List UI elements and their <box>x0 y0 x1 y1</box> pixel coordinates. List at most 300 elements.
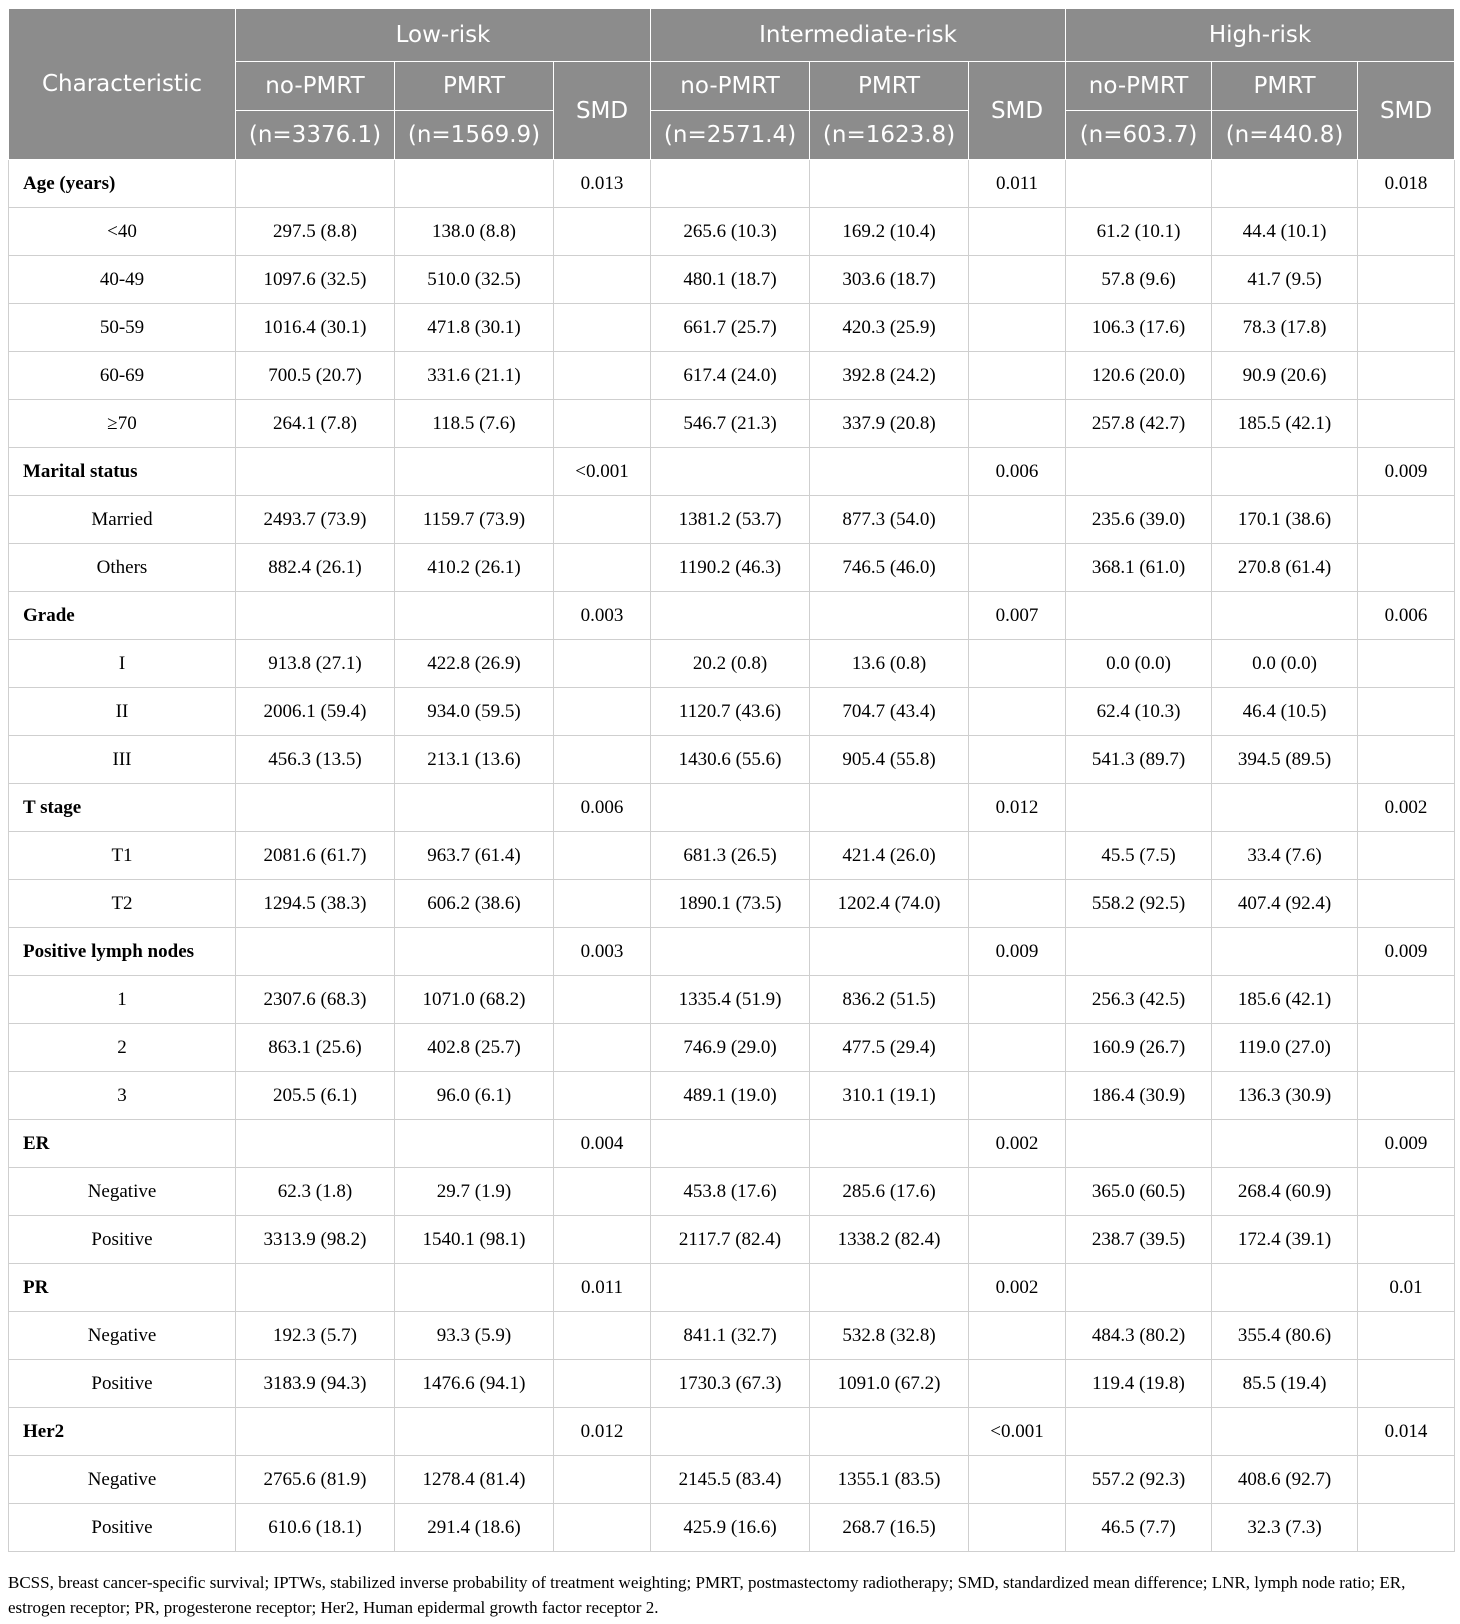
value-cell: 169.2 (10.4) <box>810 208 969 256</box>
empty-cell <box>1358 880 1455 928</box>
empty-cell <box>1212 592 1358 640</box>
smd-value: 0.007 <box>969 592 1066 640</box>
value-cell: 1338.2 (82.4) <box>810 1216 969 1264</box>
smd-value: 0.012 <box>969 784 1066 832</box>
value-cell: 264.1 (7.8) <box>236 400 395 448</box>
empty-cell <box>969 736 1066 784</box>
empty-cell <box>236 160 395 208</box>
table-container <box>8 8 1454 1552</box>
value-cell: 331.6 (21.1) <box>395 352 554 400</box>
smd-value: 0.006 <box>969 448 1066 496</box>
value-cell: 863.1 (25.6) <box>236 1024 395 1072</box>
category-label: Grade <box>9 592 236 640</box>
empty-cell <box>554 688 651 736</box>
table-row <box>9 1024 1455 1072</box>
empty-cell <box>554 256 651 304</box>
value-cell: 2006.1 (59.4) <box>236 688 395 736</box>
arm-header-no-pmrt: no-PMRT <box>1066 62 1212 111</box>
group-header-high-risk: High-risk <box>1066 9 1455 62</box>
value-cell: 746.9 (29.0) <box>651 1024 810 1072</box>
empty-cell <box>236 784 395 832</box>
subcategory-label: Positive <box>9 1216 236 1264</box>
empty-cell <box>651 928 810 976</box>
empty-cell <box>1212 1264 1358 1312</box>
subcategory-label: ≥70 <box>9 400 236 448</box>
category-label: Positive lymph nodes <box>9 928 236 976</box>
empty-cell <box>554 1024 651 1072</box>
value-cell: 1120.7 (43.6) <box>651 688 810 736</box>
value-cell: 1476.6 (94.1) <box>395 1360 554 1408</box>
arm-header-pmrt: PMRT <box>395 62 554 111</box>
arm-header-pmrt: PMRT <box>1212 62 1358 111</box>
value-cell: 2307.6 (68.3) <box>236 976 395 1024</box>
table-row <box>9 544 1455 592</box>
value-cell: 268.4 (60.9) <box>1212 1168 1358 1216</box>
value-cell: 1335.4 (51.9) <box>651 976 810 1024</box>
empty-cell <box>1358 304 1455 352</box>
arm-header-no-pmrt: no-PMRT <box>651 62 810 111</box>
empty-cell <box>395 592 554 640</box>
empty-cell <box>969 1024 1066 1072</box>
empty-cell <box>554 1312 651 1360</box>
value-cell: 422.8 (26.9) <box>395 640 554 688</box>
value-cell: 119.0 (27.0) <box>1212 1024 1358 1072</box>
value-cell: 365.0 (60.5) <box>1066 1168 1212 1216</box>
value-cell: 841.1 (32.7) <box>651 1312 810 1360</box>
value-cell: 46.5 (7.7) <box>1066 1504 1212 1552</box>
value-cell: 2493.7 (73.9) <box>236 496 395 544</box>
empty-cell <box>969 640 1066 688</box>
value-cell: 2145.5 (83.4) <box>651 1456 810 1504</box>
empty-cell <box>395 1408 554 1456</box>
value-cell: 558.2 (92.5) <box>1066 880 1212 928</box>
empty-cell <box>236 1408 395 1456</box>
table-row <box>9 1360 1455 1408</box>
group-header-low-risk: Low-risk <box>236 9 651 62</box>
subcategory-label: Married <box>9 496 236 544</box>
value-cell: 532.8 (32.8) <box>810 1312 969 1360</box>
subcategory-label: Positive <box>9 1360 236 1408</box>
empty-cell <box>554 352 651 400</box>
value-cell: 546.7 (21.3) <box>651 400 810 448</box>
value-cell: 3313.9 (98.2) <box>236 1216 395 1264</box>
category-label: Her2 <box>9 1408 236 1456</box>
empty-cell <box>395 160 554 208</box>
subcategory-label: II <box>9 688 236 736</box>
empty-cell <box>651 784 810 832</box>
value-cell: 557.2 (92.3) <box>1066 1456 1212 1504</box>
value-cell: 192.3 (5.7) <box>236 1312 395 1360</box>
empty-cell <box>651 448 810 496</box>
value-cell: 160.9 (26.7) <box>1066 1024 1212 1072</box>
group-header-intermediate-risk: Intermediate-risk <box>651 9 1066 62</box>
smd-value: <0.001 <box>554 448 651 496</box>
empty-cell <box>810 1264 969 1312</box>
empty-cell <box>1066 1264 1212 1312</box>
empty-cell <box>236 448 395 496</box>
category-row <box>9 1408 1455 1456</box>
value-cell: 238.7 (39.5) <box>1066 1216 1212 1264</box>
subcategory-label: Negative <box>9 1168 236 1216</box>
category-label: Age (years) <box>9 160 236 208</box>
arm-header-no-pmrt: no-PMRT <box>236 62 395 111</box>
table-row <box>9 736 1455 784</box>
empty-cell <box>1358 208 1455 256</box>
smd-value: 0.011 <box>554 1264 651 1312</box>
empty-cell <box>969 208 1066 256</box>
value-cell: 136.3 (30.9) <box>1212 1072 1358 1120</box>
value-cell: 3183.9 (94.3) <box>236 1360 395 1408</box>
subcategory-label: 1 <box>9 976 236 1024</box>
value-cell: 90.9 (20.6) <box>1212 352 1358 400</box>
value-cell: 617.4 (24.0) <box>651 352 810 400</box>
table-body <box>9 160 1455 1552</box>
value-cell: 1730.3 (67.3) <box>651 1360 810 1408</box>
empty-cell <box>554 1456 651 1504</box>
smd-value: 0.009 <box>1358 1120 1455 1168</box>
value-cell: 185.5 (42.1) <box>1212 400 1358 448</box>
smd-value: 0.002 <box>1358 784 1455 832</box>
category-row <box>9 1120 1455 1168</box>
empty-cell <box>810 784 969 832</box>
value-cell: 700.5 (20.7) <box>236 352 395 400</box>
arm-header-pmrt: PMRT <box>810 62 969 111</box>
value-cell: 61.2 (10.1) <box>1066 208 1212 256</box>
category-row <box>9 784 1455 832</box>
category-row <box>9 592 1455 640</box>
value-cell: 1202.4 (74.0) <box>810 880 969 928</box>
value-cell: 394.5 (89.5) <box>1212 736 1358 784</box>
empty-cell <box>1066 592 1212 640</box>
subcategory-label: 3 <box>9 1072 236 1120</box>
value-cell: 510.0 (32.5) <box>395 256 554 304</box>
empty-cell <box>395 448 554 496</box>
value-cell: 471.8 (30.1) <box>395 304 554 352</box>
value-cell: 186.4 (30.9) <box>1066 1072 1212 1120</box>
value-cell: 96.0 (6.1) <box>395 1072 554 1120</box>
value-cell: 33.4 (7.6) <box>1212 832 1358 880</box>
empty-cell <box>395 1120 554 1168</box>
empty-cell <box>969 400 1066 448</box>
empty-cell <box>1358 496 1455 544</box>
subcategory-label: I <box>9 640 236 688</box>
value-cell: 118.5 (7.6) <box>395 400 554 448</box>
empty-cell <box>1358 400 1455 448</box>
empty-cell <box>554 736 651 784</box>
smd-value: 0.004 <box>554 1120 651 1168</box>
subcategory-label: 40-49 <box>9 256 236 304</box>
n-header: (n=2571.4) <box>651 111 810 160</box>
characteristic-header: Characteristic <box>9 9 236 160</box>
table-row <box>9 1216 1455 1264</box>
empty-cell <box>554 1360 651 1408</box>
table-row <box>9 832 1455 880</box>
value-cell: 1430.6 (55.6) <box>651 736 810 784</box>
empty-cell <box>554 208 651 256</box>
value-cell: 285.6 (17.6) <box>810 1168 969 1216</box>
value-cell: 170.1 (38.6) <box>1212 496 1358 544</box>
empty-cell <box>554 544 651 592</box>
category-row <box>9 1264 1455 1312</box>
value-cell: 32.3 (7.3) <box>1212 1504 1358 1552</box>
value-cell: 453.8 (17.6) <box>651 1168 810 1216</box>
empty-cell <box>969 1216 1066 1264</box>
empty-cell <box>1358 640 1455 688</box>
empty-cell <box>1358 544 1455 592</box>
value-cell: 480.1 (18.7) <box>651 256 810 304</box>
empty-cell <box>969 1456 1066 1504</box>
value-cell: 541.3 (89.7) <box>1066 736 1212 784</box>
value-cell: 256.3 (42.5) <box>1066 976 1212 1024</box>
value-cell: 746.5 (46.0) <box>810 544 969 592</box>
value-cell: 235.6 (39.0) <box>1066 496 1212 544</box>
empty-cell <box>969 1360 1066 1408</box>
empty-cell <box>1358 256 1455 304</box>
empty-cell <box>554 976 651 1024</box>
empty-cell <box>1358 1216 1455 1264</box>
n-header: (n=603.7) <box>1066 111 1212 160</box>
value-cell: 78.3 (17.8) <box>1212 304 1358 352</box>
n-header: (n=3376.1) <box>236 111 395 160</box>
table-row <box>9 352 1455 400</box>
empty-cell <box>969 880 1066 928</box>
smd-value: 0.018 <box>1358 160 1455 208</box>
value-cell: 310.1 (19.1) <box>810 1072 969 1120</box>
subcategory-label: <40 <box>9 208 236 256</box>
empty-cell <box>1358 1312 1455 1360</box>
value-cell: 456.3 (13.5) <box>236 736 395 784</box>
subcategory-label: T2 <box>9 880 236 928</box>
smd-value: <0.001 <box>969 1408 1066 1456</box>
value-cell: 1071.0 (68.2) <box>395 976 554 1024</box>
empty-cell <box>236 1120 395 1168</box>
smd-value: 0.003 <box>554 928 651 976</box>
empty-cell <box>1358 1360 1455 1408</box>
empty-cell <box>554 400 651 448</box>
value-cell: 610.6 (18.1) <box>236 1504 395 1552</box>
value-cell: 2765.6 (81.9) <box>236 1456 395 1504</box>
value-cell: 1278.4 (81.4) <box>395 1456 554 1504</box>
value-cell: 213.1 (13.6) <box>395 736 554 784</box>
subcategory-label: Positive <box>9 1504 236 1552</box>
value-cell: 1097.6 (32.5) <box>236 256 395 304</box>
n-header: (n=1623.8) <box>810 111 969 160</box>
subcategory-label: 60-69 <box>9 352 236 400</box>
smd-header: SMD <box>1358 62 1455 160</box>
smd-value: 0.011 <box>969 160 1066 208</box>
empty-cell <box>810 448 969 496</box>
smd-value: 0.014 <box>1358 1408 1455 1456</box>
subcategory-label: 50-59 <box>9 304 236 352</box>
empty-cell <box>969 1168 1066 1216</box>
smd-value: 0.002 <box>969 1264 1066 1312</box>
table-row <box>9 688 1455 736</box>
category-label: Marital status <box>9 448 236 496</box>
empty-cell <box>810 1408 969 1456</box>
table-row <box>9 256 1455 304</box>
empty-cell <box>554 880 651 928</box>
empty-cell <box>1358 1072 1455 1120</box>
smd-value: 0.003 <box>554 592 651 640</box>
value-cell: 185.6 (42.1) <box>1212 976 1358 1024</box>
table-row <box>9 1072 1455 1120</box>
empty-cell <box>1212 1120 1358 1168</box>
value-cell: 291.4 (18.6) <box>395 1504 554 1552</box>
n-header: (n=440.8) <box>1212 111 1358 160</box>
smd-header: SMD <box>554 62 651 160</box>
empty-cell <box>1212 1408 1358 1456</box>
empty-cell <box>969 1312 1066 1360</box>
value-cell: 407.4 (92.4) <box>1212 880 1358 928</box>
value-cell: 1091.0 (67.2) <box>810 1360 969 1408</box>
value-cell: 265.6 (10.3) <box>651 208 810 256</box>
value-cell: 420.3 (25.9) <box>810 304 969 352</box>
empty-cell <box>1066 1408 1212 1456</box>
table-row <box>9 208 1455 256</box>
empty-cell <box>969 544 1066 592</box>
table-row <box>9 1312 1455 1360</box>
smd-value: 0.01 <box>1358 1264 1455 1312</box>
table-row <box>9 1168 1455 1216</box>
value-cell: 402.8 (25.7) <box>395 1024 554 1072</box>
empty-cell <box>554 640 651 688</box>
empty-cell <box>1212 448 1358 496</box>
empty-cell <box>969 352 1066 400</box>
empty-cell <box>969 304 1066 352</box>
subcategory-label: Others <box>9 544 236 592</box>
value-cell: 93.3 (5.9) <box>395 1312 554 1360</box>
value-cell: 408.6 (92.7) <box>1212 1456 1358 1504</box>
value-cell: 704.7 (43.4) <box>810 688 969 736</box>
value-cell: 1016.4 (30.1) <box>236 304 395 352</box>
empty-cell <box>651 1408 810 1456</box>
empty-cell <box>969 688 1066 736</box>
empty-cell <box>236 592 395 640</box>
smd-value: 0.002 <box>969 1120 1066 1168</box>
value-cell: 836.2 (51.5) <box>810 976 969 1024</box>
value-cell: 303.6 (18.7) <box>810 256 969 304</box>
value-cell: 368.1 (61.0) <box>1066 544 1212 592</box>
value-cell: 1355.1 (83.5) <box>810 1456 969 1504</box>
value-cell: 355.4 (80.6) <box>1212 1312 1358 1360</box>
value-cell: 2117.7 (82.4) <box>651 1216 810 1264</box>
empty-cell <box>969 496 1066 544</box>
empty-cell <box>1358 736 1455 784</box>
empty-cell <box>651 1264 810 1312</box>
table-row <box>9 1456 1455 1504</box>
subcategory-label: III <box>9 736 236 784</box>
category-label: T stage <box>9 784 236 832</box>
value-cell: 392.8 (24.2) <box>810 352 969 400</box>
value-cell: 1190.2 (46.3) <box>651 544 810 592</box>
empty-cell <box>1358 1504 1455 1552</box>
smd-value: 0.009 <box>969 928 1066 976</box>
empty-cell <box>969 1072 1066 1120</box>
empty-cell <box>1212 784 1358 832</box>
empty-cell <box>395 928 554 976</box>
value-cell: 913.8 (27.1) <box>236 640 395 688</box>
value-cell: 85.5 (19.4) <box>1212 1360 1358 1408</box>
value-cell: 606.2 (38.6) <box>395 880 554 928</box>
empty-cell <box>651 592 810 640</box>
value-cell: 1381.2 (53.7) <box>651 496 810 544</box>
category-label: ER <box>9 1120 236 1168</box>
table-row <box>9 1504 1455 1552</box>
value-cell: 410.2 (26.1) <box>395 544 554 592</box>
value-cell: 44.4 (10.1) <box>1212 208 1358 256</box>
value-cell: 484.3 (80.2) <box>1066 1312 1212 1360</box>
value-cell: 489.1 (19.0) <box>651 1072 810 1120</box>
subcategory-label: Negative <box>9 1456 236 1504</box>
table-row <box>9 304 1455 352</box>
empty-cell <box>395 784 554 832</box>
value-cell: 1890.1 (73.5) <box>651 880 810 928</box>
empty-cell <box>554 1168 651 1216</box>
value-cell: 934.0 (59.5) <box>395 688 554 736</box>
value-cell: 337.9 (20.8) <box>810 400 969 448</box>
value-cell: 20.2 (0.8) <box>651 640 810 688</box>
value-cell: 257.8 (42.7) <box>1066 400 1212 448</box>
value-cell: 905.4 (55.8) <box>810 736 969 784</box>
table-row <box>9 400 1455 448</box>
value-cell: 172.4 (39.1) <box>1212 1216 1358 1264</box>
value-cell: 681.3 (26.5) <box>651 832 810 880</box>
table-row <box>9 880 1455 928</box>
empty-cell <box>236 1264 395 1312</box>
empty-cell <box>1066 160 1212 208</box>
empty-cell <box>1358 832 1455 880</box>
smd-value: 0.013 <box>554 160 651 208</box>
value-cell: 0.0 (0.0) <box>1066 640 1212 688</box>
value-cell: 477.5 (29.4) <box>810 1024 969 1072</box>
value-cell: 62.3 (1.8) <box>236 1168 395 1216</box>
value-cell: 0.0 (0.0) <box>1212 640 1358 688</box>
value-cell: 205.5 (6.1) <box>236 1072 395 1120</box>
empty-cell <box>395 1264 554 1312</box>
n-header: (n=1569.9) <box>395 111 554 160</box>
empty-cell <box>554 304 651 352</box>
value-cell: 119.4 (19.8) <box>1066 1360 1212 1408</box>
value-cell: 877.3 (54.0) <box>810 496 969 544</box>
empty-cell <box>810 1120 969 1168</box>
empty-cell <box>554 832 651 880</box>
category-row <box>9 160 1455 208</box>
value-cell: 1540.1 (98.1) <box>395 1216 554 1264</box>
value-cell: 57.8 (9.6) <box>1066 256 1212 304</box>
empty-cell <box>1358 1168 1455 1216</box>
value-cell: 62.4 (10.3) <box>1066 688 1212 736</box>
empty-cell <box>651 160 810 208</box>
value-cell: 13.6 (0.8) <box>810 640 969 688</box>
empty-cell <box>969 256 1066 304</box>
value-cell: 1159.7 (73.9) <box>395 496 554 544</box>
subcategory-label: T1 <box>9 832 236 880</box>
empty-cell <box>810 592 969 640</box>
empty-cell <box>1358 352 1455 400</box>
value-cell: 421.4 (26.0) <box>810 832 969 880</box>
empty-cell <box>1358 1456 1455 1504</box>
empty-cell <box>1066 448 1212 496</box>
empty-cell <box>554 1216 651 1264</box>
empty-cell <box>554 1504 651 1552</box>
value-cell: 425.9 (16.6) <box>651 1504 810 1552</box>
smd-value: 0.012 <box>554 1408 651 1456</box>
smd-header: SMD <box>969 62 1066 160</box>
empty-cell <box>1358 1024 1455 1072</box>
empty-cell <box>969 976 1066 1024</box>
table-header <box>9 9 1455 160</box>
smd-value: 0.006 <box>1358 592 1455 640</box>
